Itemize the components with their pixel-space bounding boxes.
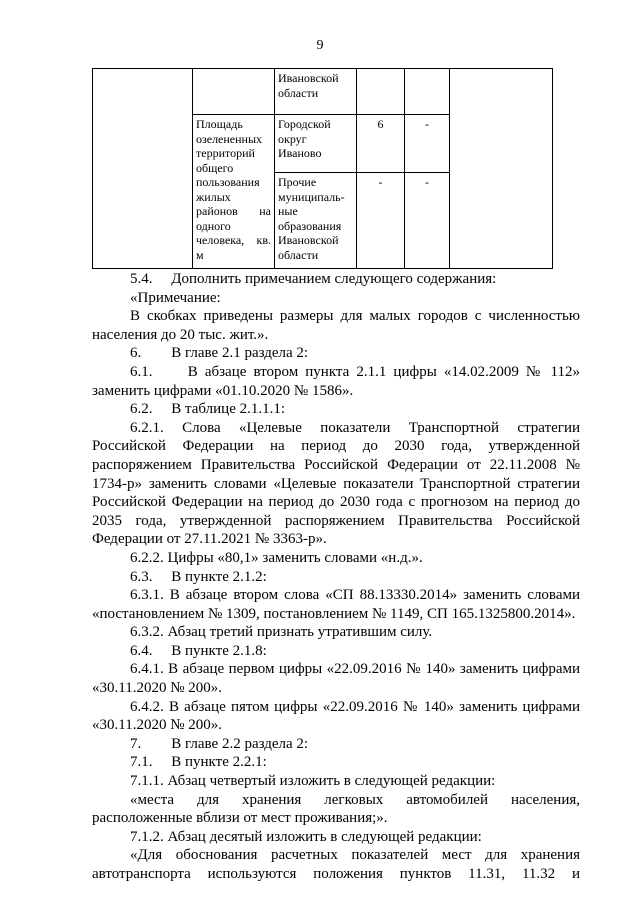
paragraph: 7.1.1. Абзац четвертый изложить в следующей редакции: [130,773,496,790]
paragraph: 6.3.2. Абзац третий признать утратившим силу. [130,624,433,641]
paragraph: 6.3.1. В абзаце втором слова «СП 88.13330.2014» заменить словами «постановлением № 1309, постановлением № 1149, СП 165.1325800.2014». [92,587,580,622]
paragraph: 6. В главе 2.1 раздела 2: [130,345,309,362]
paragraph: 7.1. В пункте 2.2.1: [130,754,267,771]
paragraph: 7.1.2. Абзац десятый изложить в следующей редакции: [130,828,482,845]
table-cell-blank [193,69,275,115]
paragraph: 6.2.1. Слова «Целевые показатели Транспортной стратегии Российской Федерации на период до 2030 года, утвержденной распоряжением Правительства Российской Федерации от 22.11.2008 № 1734-р» заменить словами «Целевые показатели Транспортной стратегии Российской Федерации на период до 2030 года с прогнозом на период до 2035 года, утвержденной распоряжением Правительства Российской Федерации от 27.11.2021 № 3363-р». [92,419,580,548]
amendments-text [92,270,580,884]
table-cell-territory: Ивановской области [275,69,357,115]
table-cell-blank [93,69,193,269]
table-cell-value [357,69,405,115]
paragraph: 5.4. Дополнить примечанием следующего содержания: [130,271,497,287]
table-cell-value [405,69,450,115]
paragraph: 7. В главе 2.2 раздела 2: [130,735,309,752]
paragraph: 6.1. В абзаце втором пункта 2.1.1 цифры «14.02.2009 № 112» заменить цифрами «01.10.2020 № 1586». [92,363,580,399]
paragraph: 6.2.2. Цифры «80,1» заменить словами «н.д.». [130,549,423,566]
table-cell-value: - [405,115,450,173]
paragraph: 6.3. В пункте 2.1.2: [130,568,267,585]
table-cell-value: 6 [357,115,405,173]
table-cell-value: - [405,173,450,269]
paragraph: «Примечание: [130,289,221,306]
paragraph: 6.2. В таблице 2.1.1.1: [130,401,286,418]
table-row [93,69,553,115]
paragraph: 6.4.2. В абзаце пятом цифры «22.09.2016 № 140» заменить цифрами «30.11.2020 № 200». [92,698,580,734]
page-number: 9 [316,38,324,53]
paragraph: 6.4. В пункте 2.1.8: [130,642,267,659]
paragraph: «Для обоснования расчетных показателей мест для хранения автотранспорта используются положения пунктов 11.31, 11.32 и [92,847,580,882]
indicators-table [92,68,553,269]
table-cell-value: - [357,173,405,269]
paragraph: «места для хранения легковых автомобилей населения, расположенные вблизи от мест проживания;». [92,791,580,827]
paragraph: В скобках приведены размеры для малых городов с численностью населения до 20 тыс. жит.». [92,308,580,343]
table-cell-territory: Прочие муниципаль- ные образования Ивановской области [275,173,357,269]
table-cell-territory: Городской округ Иваново [275,115,357,173]
table-cell-indicator: Площадь озелененных территорий общего пользования жилых районов на одного человека, кв. м [193,115,275,269]
table-cell-blank [450,69,553,269]
paragraph: 6.4.1. В абзаце первом цифры «22.09.2016 № 140» заменить цифрами «30.11.2020 № 200». [92,661,580,697]
